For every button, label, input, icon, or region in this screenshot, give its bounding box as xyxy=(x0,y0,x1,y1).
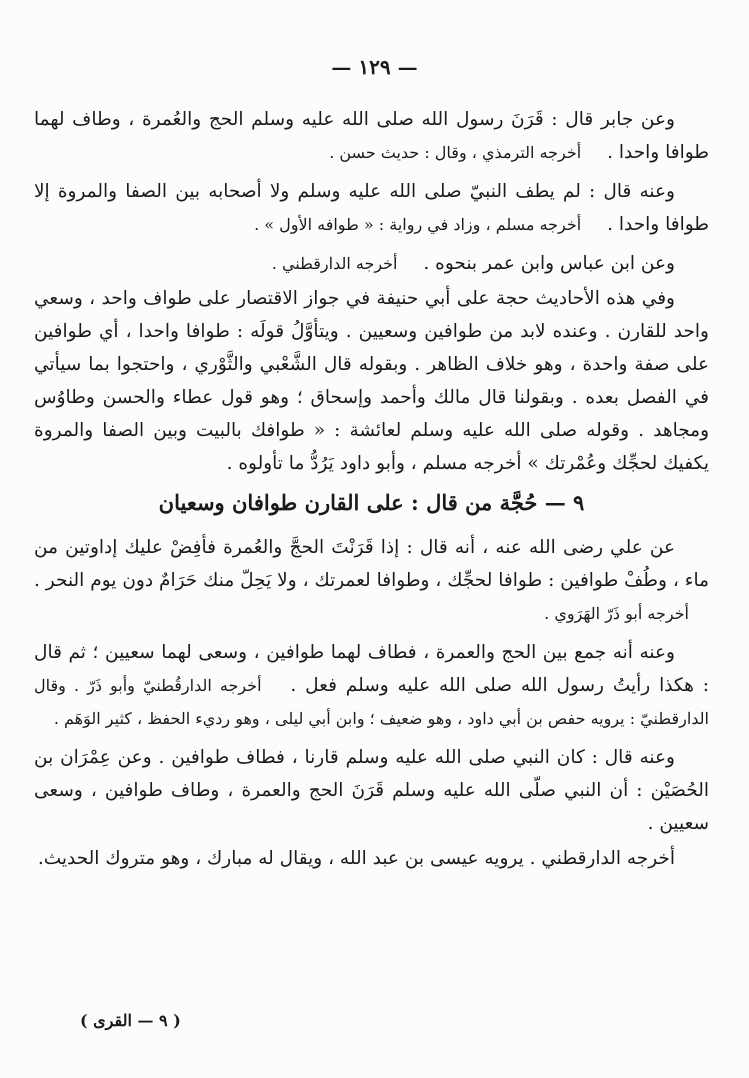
paragraph-text: عن علي رضى الله عنه ، أنه قال : إذا قَرَنْتَ الحجَّ والعُمرة فأفِضْ عليك إداوتين من ماء ، وطُفْ طوافين : طوافا لحجِّك ، وطوافا لعمرتك ، ولا يَحِلّ منك حَرَامٌ دون يوم النحر . xyxy=(34,537,709,591)
paragraph xyxy=(34,741,709,840)
paragraph xyxy=(34,531,709,630)
source-note: أخرجه الترمذي ، وقال : حديث حسن . xyxy=(329,143,582,162)
paragraph-text: أخرجه الدارقطني . يرويه عيسى بن عبد الله ، ويقال له مبارك ، وهو متروك الحديث. xyxy=(37,848,675,869)
paragraph xyxy=(34,247,709,280)
paragraph-text: وعنه أنه جمع بين الحج والعمرة ، فطاف لهما طوافين ، وسعى لهما سعيين ؛ ثم قال : هكذا رأيتُ رسول الله صلى الله عليه وسلم فعل . xyxy=(34,642,709,696)
paragraph-text: وعن ابن عباس وابن عمر بنحوه . xyxy=(423,253,675,274)
source-note: أخرجه الدارقُطنيّ وأبو ذَرّ . وقال الدارقطنيّ : يرويه حفص بن أبي داود ، وهو ضعيف ؛ وابن أبي ليلى ، وهو رديء الحفظ ، كثير الوَهَم . xyxy=(34,676,709,728)
paragraph-text: وعنه قال : لم يطف النبيّ صلى الله عليه وسلم ولا أصحابه بين الصفا والمروة إلا طوافا واحدا . xyxy=(34,181,709,235)
paragraph xyxy=(34,842,709,875)
source-note: أخرجه أبو ذَرّ الهَرَوي . xyxy=(544,604,689,623)
paragraph-text: وعنه قال : كان النبي صلى الله عليه وسلم قارنا ، فطاف طوافين . وعن عِمْرَان بن الحُصَيْن : أن النبي صلّى الله عليه وسلم قَرَنَ الحج والعمرة ، وطاف طوافين ، وسعى سعيين . xyxy=(34,747,709,834)
paragraph xyxy=(34,282,709,480)
paragraph xyxy=(34,175,709,241)
paragraph xyxy=(34,636,709,735)
source-note: أخرجه الدارقطني . xyxy=(271,254,398,273)
section-heading: ٩ — حُجَّة من قال : على القارن طوافان وسعيان xyxy=(158,490,585,515)
paragraph-text: وعن جابر قال : قَرَنَ رسول الله صلى الله عليه وسلم الحج والعُمرة ، وطاف لهما طوافا واحدا . xyxy=(34,109,709,163)
paragraph-text: وفي هذه الأحاديث حجة على أبي حنيفة في جواز الاقتصار على طواف واحد ، وسعي واحد للقارن . وعنده لابد من طوافين وسعيين . ويتأوَّلُ قولَه : طوافا واحدا ، أي طوافين على صفة واحدة ، وهو خلاف الظاهر . وبقوله قال الشَّعْبي والثَّوْري ، واحتجوا بما سيأتي في الفصل بعده . وبقولنا قال مالك وأحمد وإسحاق ؛ وهو قول عطاء والحسن وطاوُس ومجاهد . وقوله صلى الله عليه وسلم لعائشة : « طوافك بالبيت وبين الصفا والمروة يكفيك لحجِّك وعُمْرتك » أخرجه مسلم ، وأبو داود يَرُدُّ ما تأولوه . xyxy=(34,288,709,474)
footer-signature: ( ٩ — القرى ) xyxy=(80,1011,181,1030)
source-note: أخرجه مسلم ، وزاد في رواية : « طوافه الأول » . xyxy=(254,215,582,234)
paragraph xyxy=(34,103,709,169)
page-number: — ١٢٩ — xyxy=(331,55,418,79)
page-body xyxy=(34,103,709,881)
